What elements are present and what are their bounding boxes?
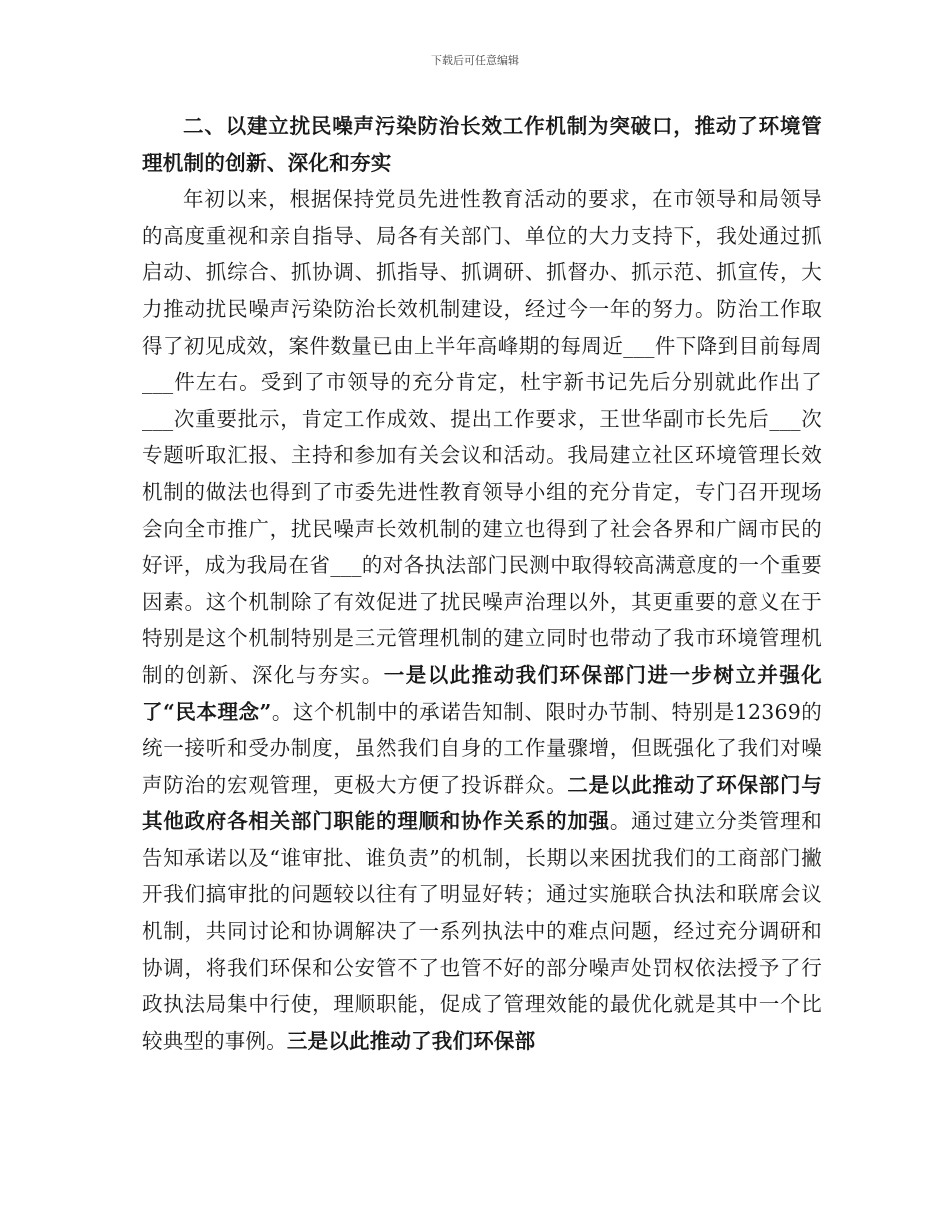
section-heading: 二、以建立扰民噪声污染防治长效工作机制为突破口，推动了环境管理机制的创新、深化和夯实 bbox=[142, 114, 822, 175]
bold-point-3: 三是以此推动了我们环保部 bbox=[286, 1028, 536, 1053]
page-header-note: 下载后可任意编辑 bbox=[431, 54, 519, 67]
paragraph-text-2: 。这个机制中的承诺告知制、限时办节制、特别是12369的统一接听和受办制度，虽然我们自身的工作量骤增，但既强化了我们对噪声防治的宏观管理，更极大方便了投诉群众。 bbox=[142, 699, 823, 797]
document-body bbox=[142, 108, 822, 1059]
paragraph-text-1: 年初以来，根据保持党员先进性教育活动的要求，在市领导和局领导的高度重视和亲自指导、局各有关部门、单位的大力支持下，我处通过抓启动、抓综合、抓协调、抓指导、抓调研、抓督办、抓示范、抓宣传，大力推动扰民噪声污染防治长效机制建设，经过今一年的努力。防治工作取得了初见成效，案件数量已由上半年高峰期的每周近___件下降到目前每周___件左右。受到了市领导的充分肯定，杜宇新书记先后分别就此作出了___次重要批示，肯定工作成效、提出工作要求，王世华副市长先后___次专题听取汇报、主持和参加有关会议和活动。我局建立社区环境管理长效机制的做法也得到了市委先进性教育领导小组的充分肯定，专门召开现场会向全市推广，扰民噪声长效机制的建立也得到了社会各界和广阔市民的好评，成为我局在省___的对各执法部门民测中取得较高满意度的一个重要因素。这个机制除了有效促进了扰民噪声治理以外，其更重要的意义在于特别是这个机制特别是三元管理机制的建立同时也带动了我市环境管理机制的创新、深化与夯实。 bbox=[142, 187, 822, 687]
body-paragraph bbox=[142, 181, 822, 1059]
paragraph-text-3: 。通过建立分类管理和告知承诺以及“谁审批、谁负责”的机制，长期以来困扰我们的工商部门撇开我们搞审批的问题较以往有了明显好转；通过实施联合执法和联席会议机制，共同讨论和协调解决了一系列执法中的难点问题，经过充分调研和协调，将我们环保和公安管不了也管不好的部分噪声处罚权依法授予了行政执法局集中行使，理顺职能，促成了管理效能的最优化就是其中一个比较典型的事例。 bbox=[142, 809, 822, 1053]
bold-point-2: 二是以此推动了环保部门与其他政府各相关部门职能的理顺和协作关系的加强 bbox=[142, 772, 823, 834]
bold-point-1: 一是以此推动我们环保部门进一步树立并强化了“民本理念” bbox=[142, 662, 823, 724]
